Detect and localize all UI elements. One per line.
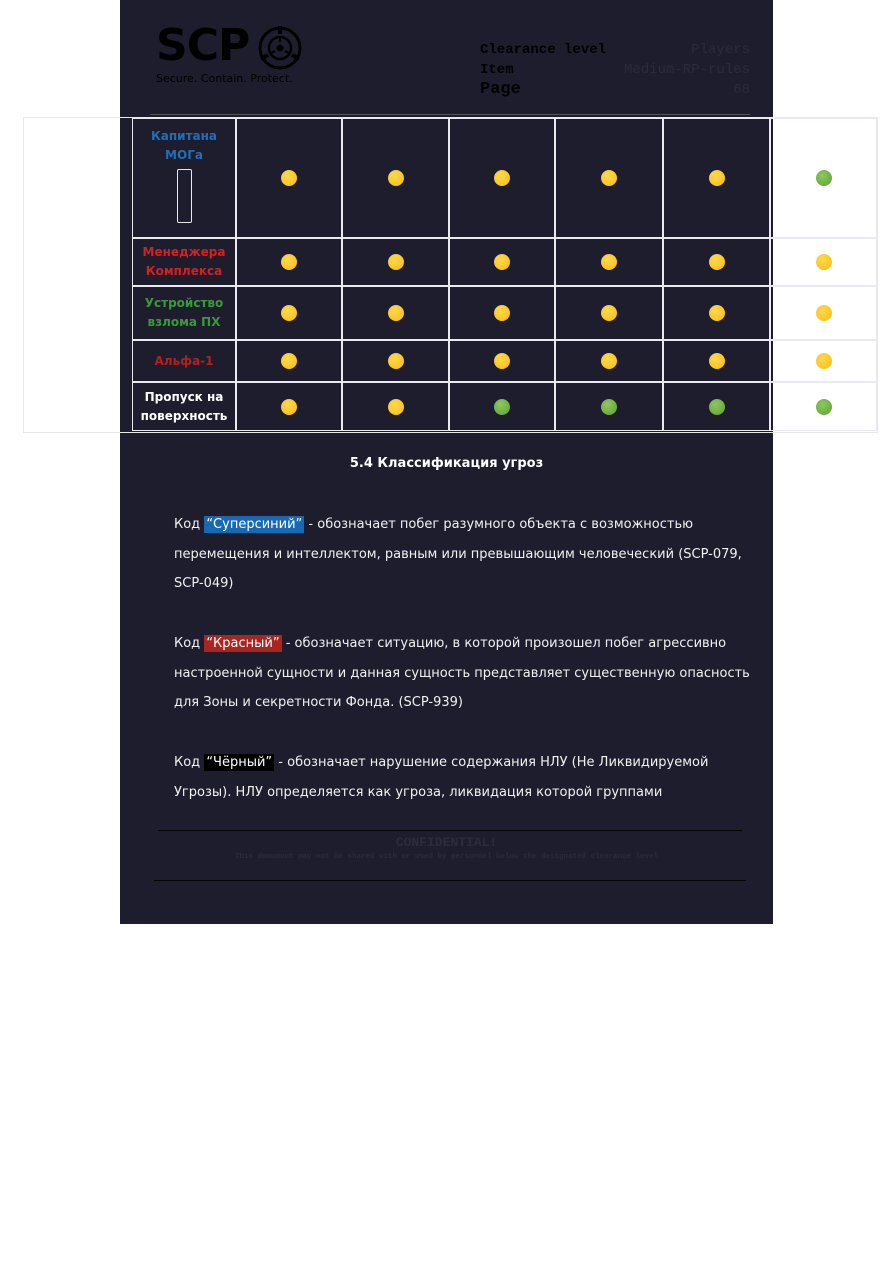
access-cell — [236, 118, 342, 238]
code-paragraph-supersiniy — [174, 510, 754, 599]
access-cell — [449, 238, 555, 286]
item-value: Medium-RP-rules — [623, 62, 750, 78]
code-name-highlight: “Чёрный” — [206, 755, 273, 770]
scp-seal-icon — [256, 24, 304, 72]
confidential-title: CONFIDENTIAL! — [395, 835, 498, 850]
code-prefix: Код — [174, 755, 205, 770]
row-label-cell — [132, 340, 236, 382]
access-cell — [342, 286, 449, 340]
row-label: Устройство взлома ПХ — [144, 296, 224, 329]
yellow-status-dot-icon — [494, 254, 510, 270]
logo-tagline: Secure. Contain. Protect. — [156, 72, 293, 85]
green-status-dot-icon — [816, 399, 832, 415]
yellow-status-dot-icon — [494, 353, 510, 369]
access-cell — [555, 286, 663, 340]
access-cell — [663, 286, 770, 340]
yellow-status-dot-icon — [388, 305, 404, 321]
access-cell — [663, 340, 770, 382]
row-label: Капитана МОГа — [150, 129, 218, 162]
yellow-status-dot-icon — [601, 305, 617, 321]
access-cell — [236, 340, 342, 382]
header-divider — [150, 114, 750, 115]
keycard-icon — [177, 169, 192, 223]
access-cell — [236, 382, 342, 431]
item-label: Item — [480, 62, 514, 78]
code-description: - обозначает побег разумного объекта с возможностью перемещения и интеллектом, равным или превышающим человеческий (SCP-079, SCP-049) — [174, 517, 742, 591]
confidential-notice: This document may not be shared with or used by personnel below the designated clearance level — [234, 853, 659, 861]
yellow-status-dot-icon — [388, 254, 404, 270]
yellow-status-dot-icon — [601, 254, 617, 270]
access-cell — [770, 340, 877, 382]
access-cell — [555, 118, 663, 238]
section-title: 5.4 Классификация угроз — [349, 456, 544, 471]
access-cell — [342, 238, 449, 286]
yellow-status-dot-icon — [709, 254, 725, 270]
yellow-status-dot-icon — [709, 305, 725, 321]
row-label: Пропуск на поверхность — [140, 389, 228, 423]
yellow-status-dot-icon — [494, 170, 510, 186]
access-cell — [555, 340, 663, 382]
access-cell — [449, 340, 555, 382]
access-cell — [770, 382, 877, 431]
yellow-status-dot-icon — [388, 353, 404, 369]
yellow-status-dot-icon — [388, 399, 404, 415]
row-label-cell — [132, 238, 236, 286]
yellow-status-dot-icon — [281, 254, 297, 270]
row-label: Менеджера Комплекса — [142, 245, 226, 278]
clearance-label: Clearance level — [480, 42, 607, 58]
access-cell — [342, 382, 449, 431]
access-cell — [236, 286, 342, 340]
scp-logo — [156, 22, 316, 92]
yellow-status-dot-icon — [816, 254, 832, 270]
access-cell — [663, 382, 770, 431]
access-cell — [449, 286, 555, 340]
access-cell — [342, 340, 449, 382]
code-prefix: Код — [174, 517, 205, 532]
row-label-cell — [132, 118, 236, 238]
code-prefix: Код — [174, 636, 205, 651]
code-name-highlight: “Красный” — [206, 636, 280, 651]
code-paragraph-black — [174, 748, 754, 807]
yellow-status-dot-icon — [281, 353, 297, 369]
yellow-status-dot-icon — [709, 170, 725, 186]
page-label: Page — [480, 80, 521, 99]
access-cell — [342, 118, 449, 238]
footer-line-top — [158, 830, 742, 831]
access-cell — [449, 382, 555, 431]
yellow-status-dot-icon — [281, 305, 297, 321]
yellow-status-dot-icon — [281, 399, 297, 415]
row-label-cell — [132, 382, 236, 431]
yellow-status-dot-icon — [494, 305, 510, 321]
yellow-status-dot-icon — [388, 170, 404, 186]
yellow-status-dot-icon — [816, 353, 832, 369]
access-cell — [663, 118, 770, 238]
page-number: 68 — [733, 82, 750, 98]
clearance-value: Players — [691, 42, 750, 58]
yellow-status-dot-icon — [601, 170, 617, 186]
green-status-dot-icon — [709, 399, 725, 415]
yellow-status-dot-icon — [709, 353, 725, 369]
access-cell — [236, 238, 342, 286]
row-label-cell — [132, 286, 236, 340]
code-description: - обозначает ситуацию, в которой произошел побег агрессивно настроенной сущности и данная сущность представляет существенную опасность для Зоны и секретности Фонда. (SCP-939) — [174, 636, 750, 710]
logo-wordmark: SCP — [156, 20, 250, 71]
access-cell — [555, 382, 663, 431]
code-description: - обозначает нарушение содержания НЛУ (Не Ликвидируемой Угрозы). НЛУ определяется как угроза, ликвидация которой группами — [174, 755, 709, 800]
access-cell — [770, 118, 877, 238]
green-status-dot-icon — [816, 170, 832, 186]
yellow-status-dot-icon — [816, 305, 832, 321]
access-cell — [663, 238, 770, 286]
footer-line-bottom — [154, 880, 746, 881]
green-status-dot-icon — [601, 399, 617, 415]
yellow-status-dot-icon — [601, 353, 617, 369]
yellow-status-dot-icon — [281, 170, 297, 186]
access-cell — [449, 118, 555, 238]
code-name-highlight: “Суперсиний” — [206, 517, 303, 532]
document-meta — [480, 40, 750, 100]
code-paragraph-red — [174, 629, 754, 718]
access-cell — [770, 286, 877, 340]
row-label: Альфа-1 — [154, 353, 214, 368]
access-cell — [555, 238, 663, 286]
green-status-dot-icon — [494, 399, 510, 415]
access-cell — [770, 238, 877, 286]
access-table — [23, 117, 878, 433]
